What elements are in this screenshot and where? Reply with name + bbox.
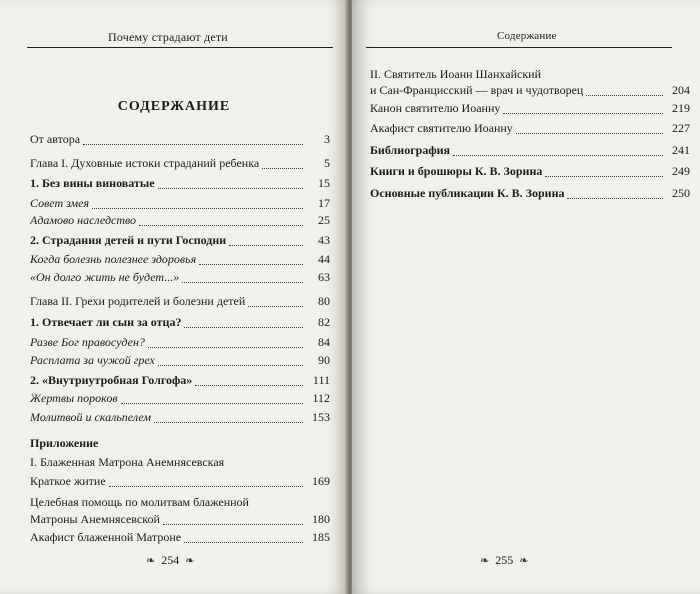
toc-appendix-heading: Приложение bbox=[30, 436, 99, 450]
toc-entry-subsection: Совет змея 17 bbox=[30, 196, 330, 210]
toc-entry-section: 1. Без вины виноватые 15 bbox=[30, 176, 330, 190]
toc-entry-chapter: Глава I. Духовные истоки страданий ребенка 5 bbox=[30, 156, 330, 170]
right-page bbox=[352, 0, 700, 594]
toc-entry-subsection: Молитвой и скальпелем 153 bbox=[30, 410, 330, 424]
toc-entry-section: 2. Страдания детей и пути Господни 43 bbox=[30, 233, 330, 247]
toc-entry-section: Книги и брошюры К. В. Зорина 249 bbox=[370, 164, 690, 178]
toc-entry-section: 1. Отвечает ли сын за отца? 82 bbox=[30, 315, 330, 329]
running-head: Содержание bbox=[497, 30, 557, 42]
page-number bbox=[480, 553, 528, 568]
toc-entry-section: Библиография 241 bbox=[370, 143, 690, 157]
toc-entry-section: Основные публикации К. В. Зорина 250 bbox=[370, 186, 690, 200]
toc-entry-subsection: Жертвы пороков 112 bbox=[30, 391, 330, 405]
toc-entry: и Сан-Францисский — врач и чудотворец 204 bbox=[370, 83, 690, 97]
toc-title: СОДЕРЖАНИЕ bbox=[117, 99, 231, 114]
toc-entry-subsection: Разве Бог правосуден? 84 bbox=[30, 335, 330, 349]
ornament-icon: ❧ bbox=[185, 555, 195, 567]
toc-entry-subsection: «Он долго жить не будет...» 63 bbox=[30, 270, 330, 284]
ornament-icon: ❧ bbox=[519, 555, 529, 567]
ornament-icon: ❧ bbox=[480, 555, 490, 567]
page-number bbox=[146, 553, 194, 568]
toc-entry: Краткое житие 169 bbox=[30, 474, 330, 488]
page-number-value: 255 bbox=[495, 553, 514, 567]
toc-entry-part: I. Блаженная Матрона Анемнясевская bbox=[30, 455, 225, 469]
toc-entry: Канон святителю Иоанну 219 bbox=[370, 101, 690, 115]
header-rule bbox=[366, 47, 672, 48]
ornament-icon: ❧ bbox=[146, 555, 156, 567]
toc-entry-chapter: Глава II. Грехи родителей и болезни детей 80 bbox=[30, 294, 330, 308]
page-number-value: 254 bbox=[161, 553, 180, 567]
header-rule bbox=[27, 47, 333, 48]
toc-entry-line1: II. Святитель Иоанн Шанхайский bbox=[370, 67, 541, 81]
toc-entry: Акафист блаженной Матроне 185 bbox=[30, 530, 330, 544]
toc-entry: Матроны Анемнясевской 180 bbox=[30, 512, 330, 526]
toc-entry-subsection: Когда болезнь полезнее здоровья 44 bbox=[30, 252, 330, 266]
toc-entry: От автора 3 bbox=[30, 132, 330, 146]
toc-entry: Акафист святителю Иоанну 227 bbox=[370, 121, 690, 135]
toc-entry-subsection: Адамово наследство 25 bbox=[30, 213, 330, 227]
left-page bbox=[0, 0, 348, 594]
toc-entry-line1: Целебная помощь по молитвам блаженной bbox=[30, 495, 249, 509]
toc-entry-subsection: Расплата за чужой грех 90 bbox=[30, 353, 330, 367]
toc-entry-section: 2. «Внутриутробная Голгофа» 111 bbox=[30, 373, 330, 387]
running-head: Почему страдают дети bbox=[108, 30, 228, 44]
